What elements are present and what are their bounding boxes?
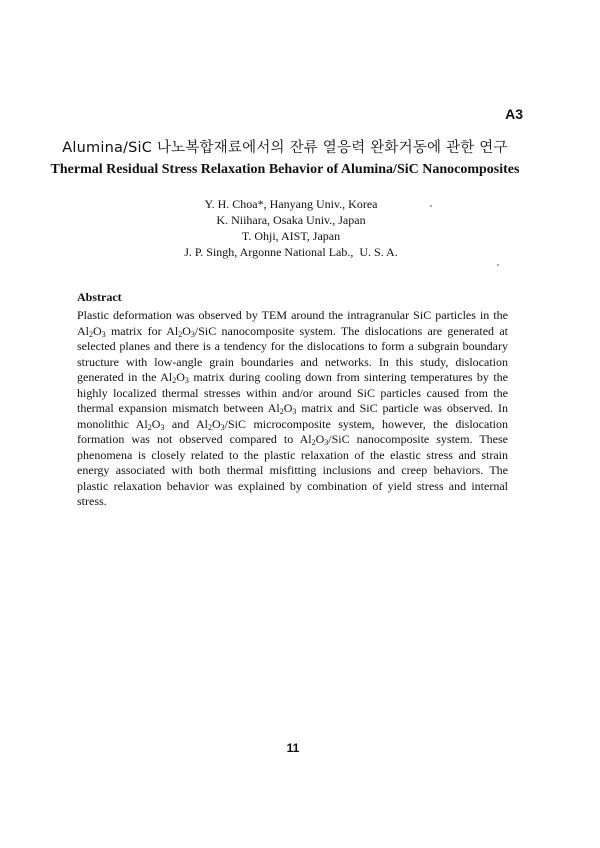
author-list — [0, 196, 582, 260]
author-line: T. Ohji, AIST, Japan — [241, 229, 341, 243]
scan-speck — [497, 264, 499, 266]
session-code: A3 — [505, 106, 523, 122]
page-number: 11 — [286, 741, 300, 755]
title-english: Thermal Residual Stress Relaxation Behavior of Alumina/SiC Nanocomposites — [50, 162, 520, 177]
abstract-body: Plastic deformation was observed by TEM around the intragranular SiC particles in the $Al_2O_3$ matrix for $Al_2O_3$/SiC nanocomposite system. The dislocations are generated at selected planes and there is a tendency for the dislocations to form a subgrain boundary structure with low-angle grain boundaries and networks. In this study, dislocation generated in the $Al_2O_3$ matrix during cooling down from sintering temperatures by the highly localized thermal stresses within and/or around SiC particles caused from the thermal expansion mismatch between $Al_2O_3$ matrix and SiC particle was observed. In monolithic $Al_2O_3$ and $Al_2O_3$/SiC microcomposite system, however, the dislocation formation was not observed compared to $Al_2O_3$/SiC nanocomposite system. These phenomena is closely related to the plastic relaxation of the elastic stress and strain energy associated with both thermal misfitting inclusions and creep behaviors. The plastic relaxation behavior was explained by combination of yield stress and internal stress. — [77, 308, 509, 508]
author-line: K. Niihara, Osaka Univ., Japan — [216, 213, 366, 227]
author-line: J. P. Singh, Argonne National Lab., U. S. A. — [184, 245, 398, 259]
abstract-heading: Abstract — [77, 290, 122, 304]
title-korean: Alumina/SiC 나노복합재료에서의 잔류 열응력 완화거동에 관한 연구 — [62, 140, 508, 156]
scan-speck — [430, 205, 432, 207]
author-line: Y. H. Choa*, Hanyang Univ., Korea — [204, 197, 378, 211]
